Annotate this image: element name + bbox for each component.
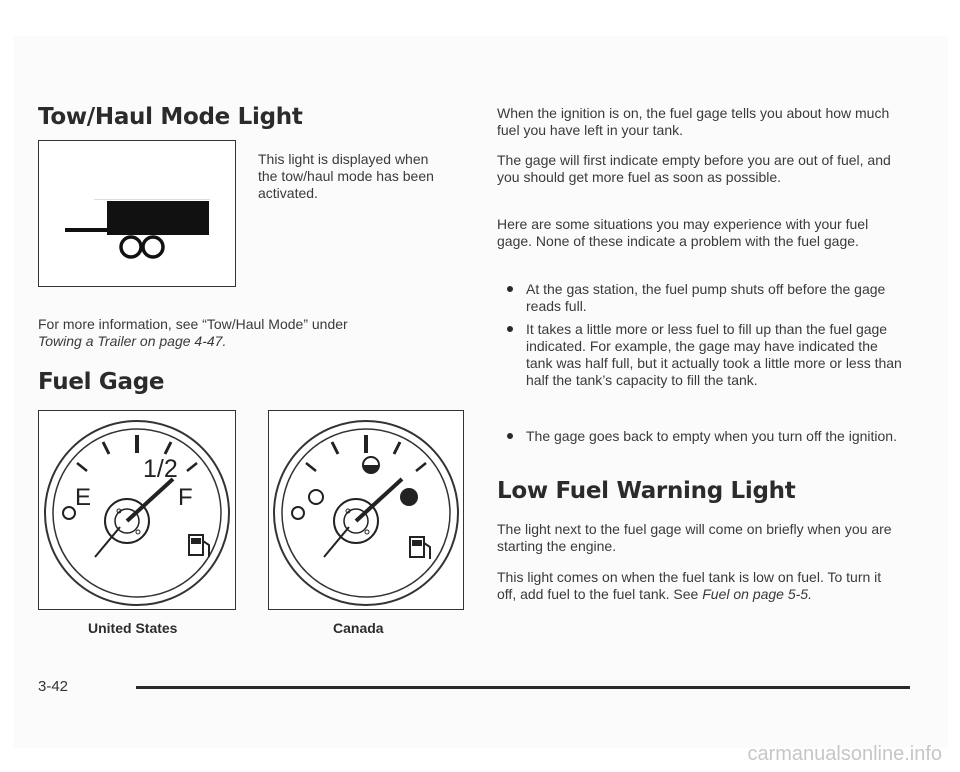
bullet-dot [507, 286, 513, 292]
fuel-page-link[interactable]: Fuel on page 5-5. [702, 586, 812, 602]
bullet-dot [507, 433, 513, 439]
more-info-text [38, 316, 468, 350]
watermark: carmanualsonline.info [747, 743, 942, 765]
paragraph-situations: Here are some situations you may experience with your fuel gage. None of these indicate a problem with the fuel gage. [497, 216, 869, 249]
bullet-item [507, 321, 907, 389]
canada-gauge-box [268, 410, 464, 610]
low-fuel-lamp [292, 507, 304, 519]
tow-haul-description: This light is displayed when the tow/haul mode has been activated. [258, 151, 434, 201]
low-fuel-heading: Low Fuel Warning Light [497, 478, 796, 504]
tow-haul-icon-box [38, 140, 236, 287]
low-fuel-text: This light comes on when the fuel tank is low on fuel. To turn it off, add fuel to the fuel tank. See [497, 569, 882, 602]
trailer-icon [39, 141, 235, 286]
full-label: F [178, 484, 193, 511]
fuel-pump-icon [189, 535, 209, 557]
bullet-item [507, 281, 907, 315]
bullet-item [507, 428, 907, 445]
full-tank-symbol [400, 488, 418, 506]
page-number: 3-42 [38, 678, 69, 695]
paragraph-light-briefly: The light next to the fuel gage will come on briefly when you are starting the engine. [497, 521, 892, 554]
paragraph-empty: The gage will first indicate empty before you are out of fuel, and you should get more fuel as soon as possible. [497, 152, 891, 185]
us-gauge-box [38, 410, 236, 610]
paragraph-ignition: When the ignition is on, the fuel gage tells you about how much fuel you have left in your tank. [497, 105, 890, 138]
more-info-prefix: For more information, see “Tow/Haul Mode” under [38, 316, 348, 332]
canada-fuel-gauge [269, 411, 463, 609]
us-gauge-label: United States [88, 620, 178, 636]
bullet-text: At the gas station, the fuel pump shuts off before the gage reads full. [526, 281, 886, 314]
tow-haul-heading: Tow/Haul Mode Light [38, 104, 303, 130]
footer-rule [136, 686, 910, 689]
low-fuel-lamp [63, 507, 75, 519]
half-tank-symbol [363, 457, 379, 473]
fuel-pump-icon [410, 537, 430, 559]
us-fuel-gauge [39, 411, 235, 609]
empty-tank-symbol [309, 490, 323, 504]
bullet-text: The gage goes back to empty when you turn off the ignition. [526, 428, 897, 444]
empty-label: E [75, 484, 92, 511]
paragraph-low-fuel [497, 569, 897, 603]
fuel-gage-heading: Fuel Gage [38, 369, 165, 395]
bullet-text: It takes a little more or less fuel to fill up than the fuel gage indicated. For example, the gage may have indicated the tank was half full, but it actually took a little more or less than half the tank’s capacity to fill the tank. [526, 321, 902, 388]
towing-trailer-link[interactable]: Towing a Trailer on page 4-47. [38, 333, 227, 349]
bullet-dot [507, 326, 513, 332]
canada-gauge-label: Canada [333, 620, 384, 636]
half-label: 1/2 [143, 455, 178, 483]
